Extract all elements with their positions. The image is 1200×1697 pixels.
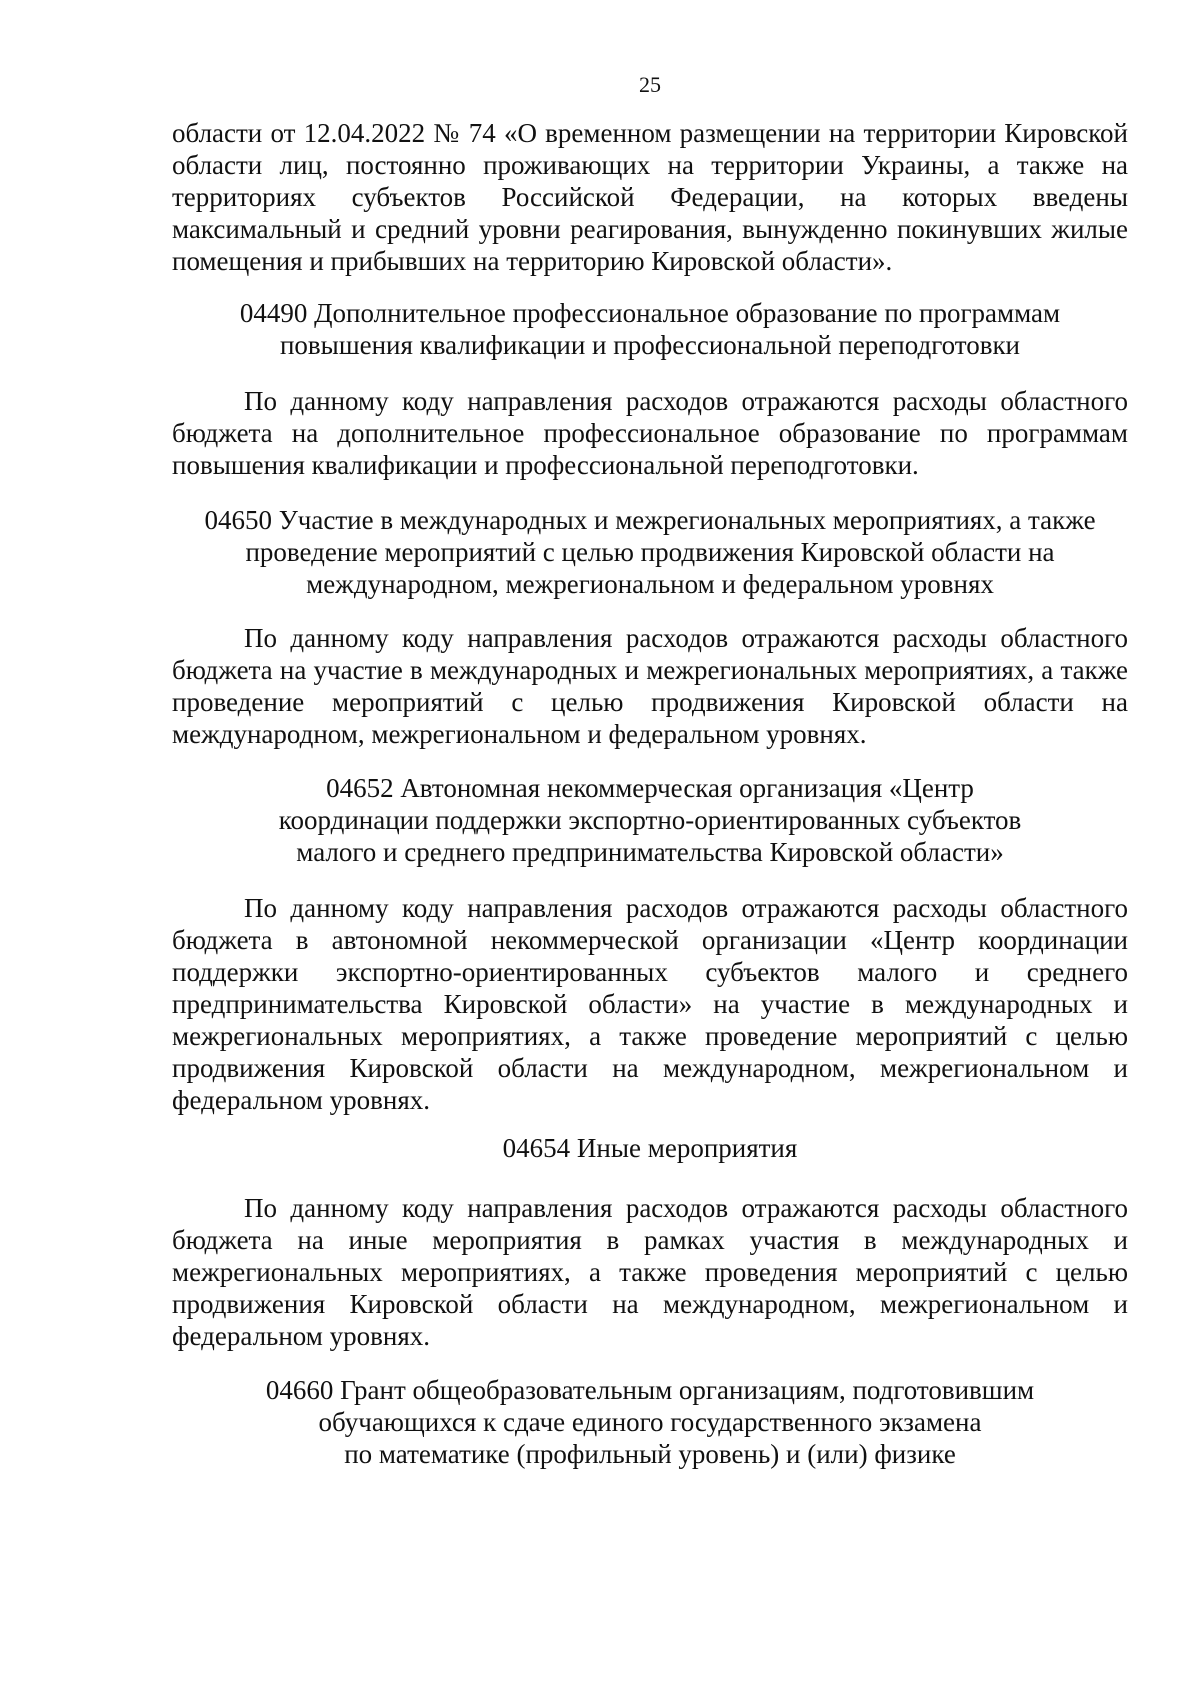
paragraph-04490: По данному коду направления расходов отражаются расходы областного бюджета на дополнительное профессиональное образование по программам повышения квалификации и профессиональной переподготовки. <box>172 386 1128 480</box>
heading-line: 04652 Автономная некоммерческая организация «Центр <box>326 773 974 803</box>
heading-line: 04490 Дополнительное профессиональное образование по программам <box>239 298 1061 328</box>
paragraph-04652: По данному коду направления расходов отражаются расходы областного бюджета в автономной некоммерческой организации «Центр координации поддержки экспортно-ориентированных субъектов малого и среднего предпринимательства Кировской области» на участие в международных и межрегиональных мероприятиях, а также проведение мероприятий с целью продвижения Кировской области на международном, межрегиональном и федеральном уровнях. <box>172 893 1128 1115</box>
paragraph-continuation: области от 12.04.2022 № 74 «О временном размещении на территории Кировской области лиц, постоянно проживающих на территории Украины, а также на территориях субъектов Российской Федерации, на которых введены максимальный и средний уровни реагирования, вынужденно покинувших жилые помещения и прибывших на территорию Кировской области». <box>172 118 1128 276</box>
section-heading-04650 <box>172 504 1128 600</box>
section-heading-04490 <box>172 297 1128 361</box>
heading-line: по математике (профильный уровень) и (или) физике <box>344 1439 956 1469</box>
heading-line: малого и среднего предпринимательства Кировской области» <box>296 837 1004 867</box>
heading-line: 04654 Иные мероприятия <box>502 1133 798 1163</box>
heading-line: повышения квалификации и профессиональной переподготовки <box>279 330 1021 360</box>
section-heading-04660 <box>172 1374 1128 1470</box>
section-heading-04654 <box>172 1132 1128 1164</box>
page-number: 25 <box>639 72 661 97</box>
heading-line: координации поддержки экспортно-ориентированных субъектов <box>278 805 1022 835</box>
section-heading-04652 <box>172 772 1128 868</box>
heading-line: обучающихся к сдаче единого государственного экзамена <box>318 1407 982 1437</box>
heading-line: 04660 Грант общеобразовательным организациям, подготовившим <box>265 1375 1035 1405</box>
paragraph-04654: По данному коду направления расходов отражаются расходы областного бюджета на иные мероприятия в рамках участия в международных и межрегиональных мероприятиях, а также проведения мероприятий с целью продвижения Кировской области на международном, межрегиональном и федеральном уровнях. <box>172 1193 1128 1351</box>
paragraph-04650: По данному коду направления расходов отражаются расходы областного бюджета на участие в международных и межрегиональных мероприятиях, а также проведение мероприятий с целью продвижения Кировской области на международном, межрегиональном и федеральном уровнях. <box>172 623 1128 749</box>
heading-line: международном, межрегиональном и федеральном уровнях <box>306 569 994 599</box>
heading-line: проведение мероприятий с целью продвижения Кировской области на <box>245 537 1055 567</box>
heading-line: 04650 Участие в международных и межрегиональных мероприятиях, а также <box>204 505 1096 535</box>
